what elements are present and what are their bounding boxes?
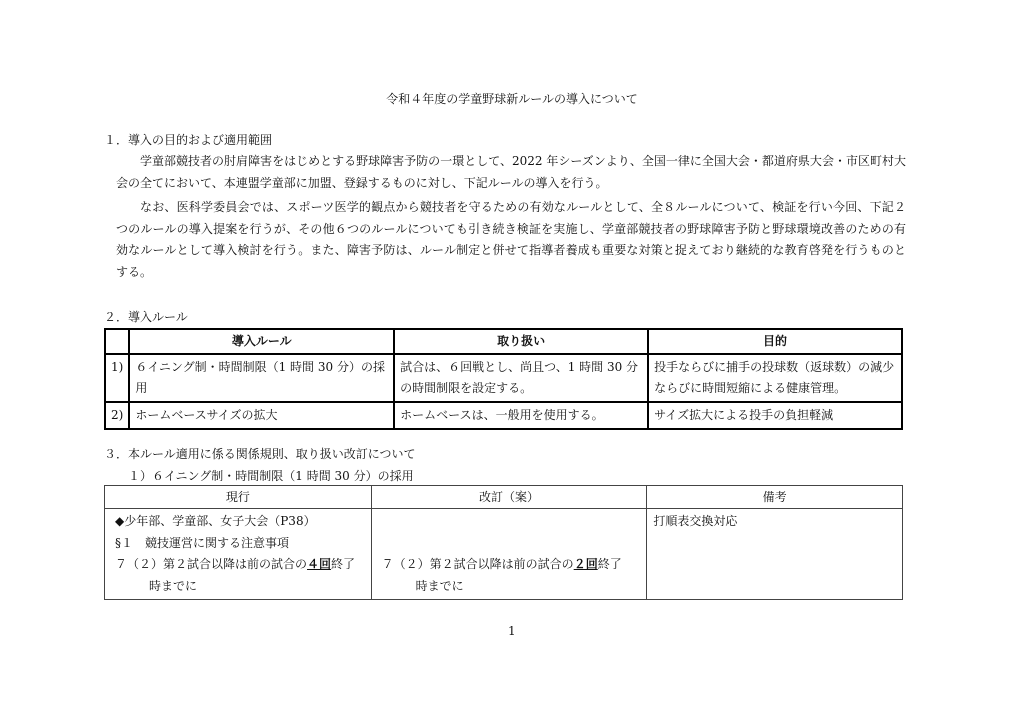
header-cell: 導入ルール <box>129 329 394 354</box>
section3-heading: ３．本ルール適用に係る関係規則、取り扱い改訂について <box>104 447 416 461</box>
header-cell <box>105 329 129 354</box>
cell: 投手ならびに捕手の投球数（返球数）の減少ならびに時間短縮による健康管理。 <box>648 354 902 402</box>
rules-table <box>104 328 903 430</box>
section1-paragraph-2: なお、医科学委員会では、スポーツ医学的観点から競技者を守るための有効なルールとして、全８ルールについて、検証を行い今回、下記２つのルールの導入提案を行うが、その他６つのルールについても引き続き検証を実施し、学童部競技者の野球障害予防と野球環境改善のための有効なルールとして導入検討を行う。また、障害予防は、ルール制定と併せて指導者養成も重要な対策と捉えており継続的な教育啓発を行うものとする。 <box>116 200 906 279</box>
cell: ホームベースは、一般用を使用する。 <box>394 402 648 429</box>
header-cell: 現行 <box>105 486 372 509</box>
revised-emphasis: ２回 <box>573 557 598 571</box>
section1-heading: １．導入の目的および適用範囲 <box>104 133 273 147</box>
table-row <box>105 354 902 402</box>
table-row <box>105 402 902 429</box>
current-emphasis: ４回 <box>307 557 332 571</box>
remarks-cell: 打順表交換対応 <box>647 509 903 600</box>
current-line: 時までに <box>149 578 198 593</box>
cell: 1) <box>105 354 129 402</box>
current-line: ◆少年部、学童部、女子大会（P38） <box>115 514 316 528</box>
current-cell <box>105 509 372 600</box>
cell: ６イニング制・時間制限（1 時間 30 分）の採用 <box>129 354 394 402</box>
page-number: 1 <box>508 624 516 638</box>
cell: ホームベースサイズの拡大 <box>129 402 394 429</box>
cell: 試合は、６回戦とし、尚且つ、1 時間 30 分の時間制限を設定する。 <box>394 354 648 402</box>
table-header-row <box>105 486 903 509</box>
cell: サイズ拡大による投手の負担軽減 <box>648 402 902 429</box>
section3-subheading: １）６イニング制・時間制限（1 時間 30 分）の採用 <box>128 469 414 483</box>
section2-heading: ２．導入ルール <box>104 310 188 324</box>
table-header-row <box>105 329 902 354</box>
current-line: ７（２）第２試合以降は前の試合の <box>115 557 308 571</box>
header-cell: 改訂（案） <box>371 486 647 509</box>
current-line: §１ 競技運営に関する注意事項 <box>115 535 290 550</box>
revised-cell <box>371 509 647 600</box>
table-row <box>105 509 903 600</box>
revised-line: 終了 <box>597 557 622 571</box>
header-cell: 備考 <box>647 486 903 509</box>
document-title: 令和４年度の学童野球新ルールの導入について <box>386 92 638 106</box>
header-cell: 取り扱い <box>394 329 648 354</box>
revised-line: 時までに <box>415 578 464 593</box>
revision-table <box>104 485 903 600</box>
cell: 2) <box>105 402 129 429</box>
revised-line: ７（２）第２試合以降は前の試合の <box>381 557 574 571</box>
section1-paragraph-1: 学童部競技者の肘肩障害をはじめとする野球障害予防の一環として、2022 年シーズンより、全国一律に全国大会・都道府県大会・市区町村大会の全てにおいて、本連盟学童部に加盟、登録するものに対し、下記ルールの導入を行う。 <box>116 154 906 190</box>
header-cell: 目的 <box>648 329 902 354</box>
current-line: 終了 <box>331 557 356 571</box>
